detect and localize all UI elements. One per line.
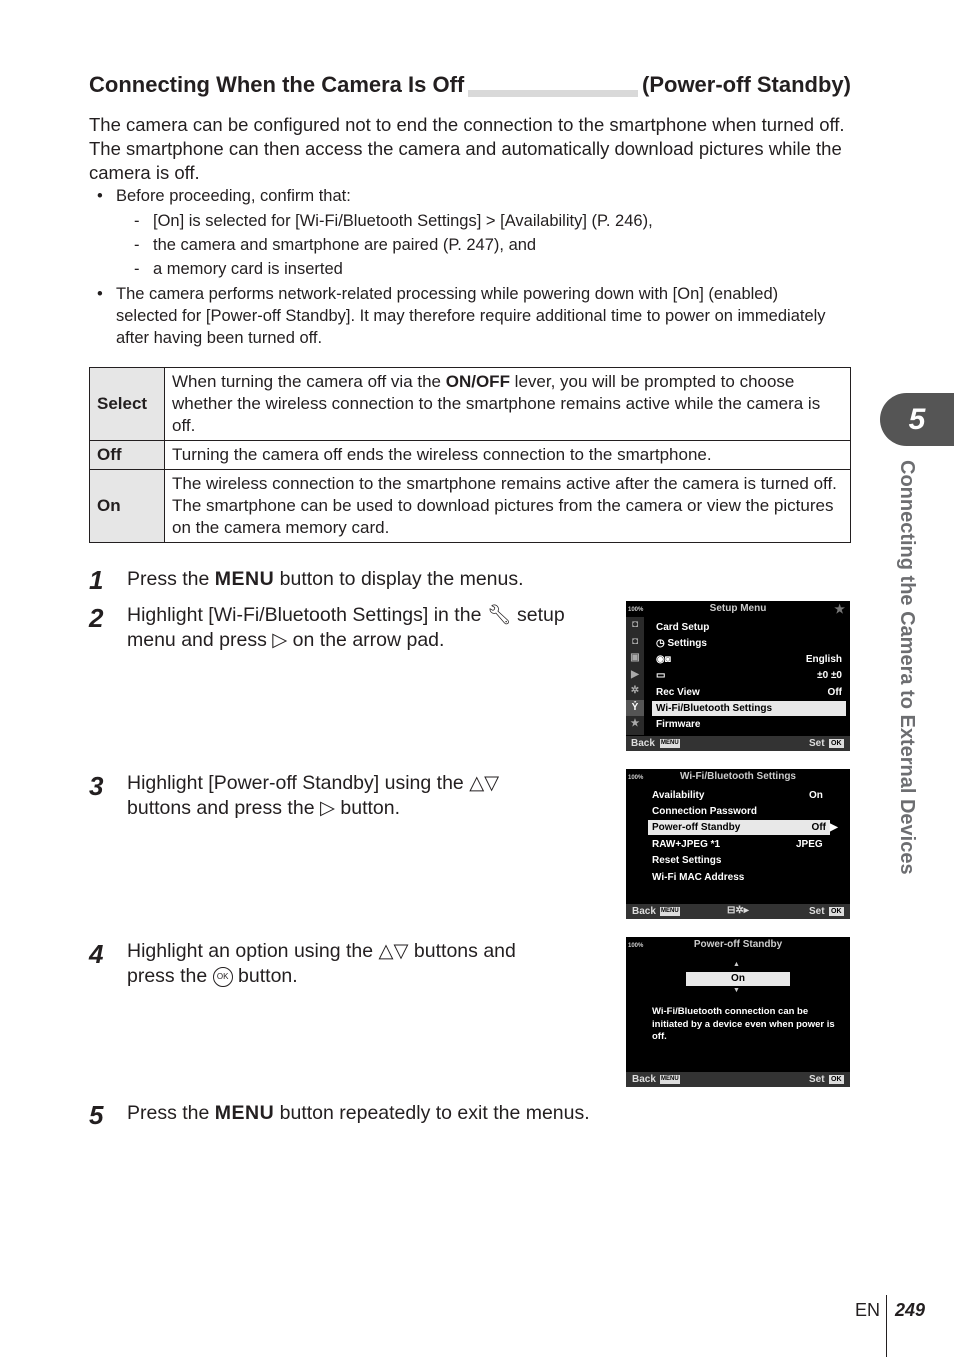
step-number: 3 [89, 771, 104, 801]
onoff-label: ON/OFF [445, 372, 510, 391]
table-desc: The wireless connection to the smartphone remains active after the camera is turned off. The smartphone can be used to download pictures from the camera or view the pictures on the camera memory card. [165, 470, 851, 543]
nav-arrows-icon: ⊟✲▸ [727, 905, 749, 916]
ok-key-icon: OK [831, 1076, 842, 1083]
menu-row: RAW+JPEG *1 [652, 839, 721, 850]
menu-key-icon: MENU [661, 1076, 679, 1082]
menu-row: Availability [652, 790, 705, 801]
dash: - [134, 212, 140, 230]
bullet-2: The camera performs network-related processing while powering down with [On] (enabled) selected for [Power-off Standby]. It may therefore require additional time to power on immediately after having been turned off. [116, 285, 826, 347]
bullet-dash-2: the camera and smartphone are paired (P. 247), and [153, 236, 537, 254]
menu-row: ◷ Settings [656, 638, 707, 649]
menu-row: Connection Password [652, 806, 758, 817]
table-key: Off [90, 441, 165, 470]
right-arrow-icon: ▶ [830, 822, 838, 833]
bullet-dot: • [97, 285, 103, 303]
right-arrow-icon: ▷ [272, 629, 288, 651]
menu-row: Wi-Fi MAC Address [652, 872, 745, 883]
step-5-text: Press the MENU button repeatedly to exit the menus. [127, 1102, 590, 1124]
wrench-icon: 🔧︎ [486, 604, 512, 626]
battery-percent: 100% [628, 943, 644, 949]
menu-tabs [626, 617, 644, 735]
right-arrow-icon: ▷ [319, 797, 335, 819]
heading-subtitle: (Power-off Standby) [638, 72, 851, 98]
menu-button-label: MENU [214, 1102, 275, 1124]
language-label: EN [855, 1300, 881, 1320]
up-arrow-icon: ▲ [733, 961, 740, 968]
star-icon: ★ [834, 602, 845, 616]
menu-button-label: MENU [214, 568, 275, 590]
table-row [90, 441, 851, 470]
monitor-icon: ▭ [656, 670, 666, 681]
option-selected: On [686, 972, 790, 986]
menu-key-icon: MENU [661, 908, 679, 914]
star-icon: ★ [630, 718, 640, 729]
table-desc: When turning the camera off via the ON/OFF lever, you will be prompted to choose whether the wireless connection to the smartphone remains active while the camera is off. [165, 368, 851, 441]
ok-button-icon: OK [213, 967, 233, 987]
dash: - [134, 260, 140, 278]
step-4-text: Highlight an option using the △▽ buttons and press the OK button. [127, 940, 516, 987]
camera-screen-wifi-settings [626, 769, 850, 919]
section-heading [89, 72, 851, 98]
screen-footer: Back MENU Set OK [626, 1072, 850, 1087]
menu-row-selected: Power-off Standby Off [648, 820, 830, 835]
screen-title: Wi-Fi/Bluetooth Settings [679, 771, 796, 782]
step-3-text: Highlight [Power-off Standby] using the △▽ buttons and press the ▷ button. [127, 772, 500, 819]
step-number: 1 [89, 565, 104, 595]
screen-title: Power-off Standby [693, 939, 783, 950]
options-table [89, 367, 851, 543]
chapter-tab: 5 [880, 393, 954, 446]
chapter-title-vertical: Connecting the Camera to External Devices [896, 460, 918, 875]
screen-footer: Back MENU ⊟✲▸ Set OK [626, 904, 850, 919]
screen-title: Setup Menu [709, 603, 767, 614]
camera1-icon: ◘ [631, 619, 639, 630]
page-number: 249 [895, 1300, 926, 1320]
bullet-dash-1: [On] is selected for [Wi-Fi/Bluetooth Settings] > [Availability] (P. 246), [153, 212, 653, 230]
dash: - [134, 236, 140, 254]
menu-value: English [805, 654, 842, 665]
table-desc: Turning the camera off ends the wireless connection to the smartphone. [165, 441, 851, 470]
camera-screen-setup-menu [626, 601, 850, 751]
table-key: Select [90, 368, 165, 441]
menu-value: ±0 ±0 [817, 670, 842, 681]
menu-row: Reset Settings [652, 855, 722, 866]
step-number: 2 [89, 603, 104, 633]
battery-percent: 100% [628, 607, 644, 613]
menu-key-icon: MENU [661, 740, 679, 746]
bullet-1: Before proceeding, confirm that: [116, 187, 351, 205]
bullet-dot: • [97, 187, 103, 205]
gear-icon: ✲ [630, 685, 640, 696]
clock-icon: ◷ [656, 638, 668, 649]
wrench-icon: Ỷ [626, 700, 644, 717]
playback-icon: ▶ [631, 668, 639, 680]
ok-key-icon: OK [831, 740, 842, 747]
screen-footer: Back MENU Set OK [626, 736, 850, 751]
battery-percent: 100% [628, 775, 644, 781]
menu-value: Off [827, 687, 842, 698]
step-2-text: Highlight [Wi-Fi/Bluetooth Settings] in the 🔧︎ setup menu and press ▷ on the arrow pad. [127, 604, 565, 651]
heading-title: Connecting When the Camera Is Off [89, 72, 468, 98]
screen-note: Wi-Fi/Bluetooth connection can be initiated by a device even when power is off. [652, 1006, 835, 1042]
ok-key-icon: OK [831, 908, 842, 915]
menu-value: On [809, 790, 823, 801]
camera2-icon: ◘ [631, 635, 639, 647]
menu-row: Card Setup [656, 622, 710, 633]
language-icon: ◉◙ [656, 654, 671, 665]
footer-divider [886, 1295, 887, 1357]
step-number: 5 [89, 1100, 104, 1130]
step-1-text: Press the MENU button to display the menus. [127, 568, 524, 590]
table-row [90, 470, 851, 543]
menu-row-selected: Wi-Fi/Bluetooth Settings [652, 701, 846, 716]
menu-row: Firmware [656, 719, 701, 730]
table-row [90, 368, 851, 441]
table-key: On [90, 470, 165, 543]
video-icon: ▣ [630, 652, 640, 663]
bullet-dash-3: a memory card is inserted [153, 260, 343, 278]
menu-row: Rec View [656, 687, 700, 698]
up-down-arrow-icon: △▽ [378, 940, 409, 962]
step-number: 4 [89, 939, 104, 969]
camera-screen-power-off-standby [626, 937, 850, 1087]
up-down-arrow-icon: △▽ [469, 772, 500, 794]
down-arrow-icon: ▼ [733, 987, 740, 994]
menu-value: JPEG [796, 839, 823, 850]
intro-paragraph: The camera can be configured not to end the connection to the smartphone when turned off. The smartphone can then access the camera and automatically download pictures while the camera is off. [89, 114, 845, 183]
